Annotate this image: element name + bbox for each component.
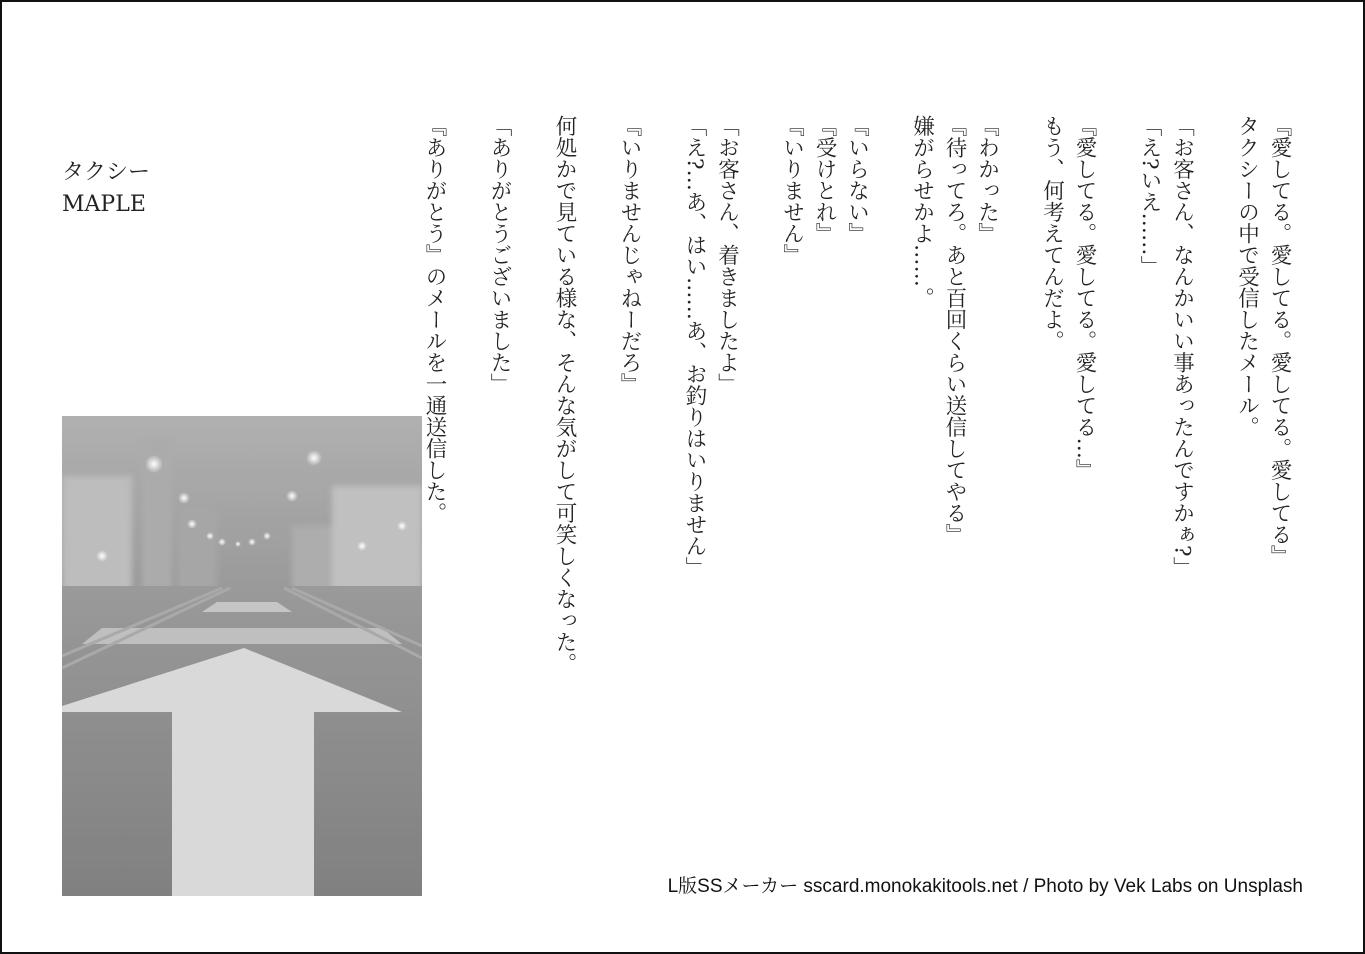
story-line: 嫌がらせかよ……。 xyxy=(909,115,935,309)
story-line: 『いりませんじゃねーだろ』 xyxy=(617,115,642,395)
story-line: 『受けとれ』 xyxy=(812,115,837,244)
story-line: 「ありがとうございました」 xyxy=(487,115,512,395)
story-title: タクシー xyxy=(62,160,151,185)
story-line: 『愛してる。愛してる。愛してる。愛してる』 xyxy=(1267,115,1292,567)
paragraph-gap xyxy=(1100,115,1133,715)
story-line: 『いりません』 xyxy=(779,115,805,266)
story-line: 『待ってろ。あと百回くらい送信してやる』 xyxy=(942,115,967,545)
story-line: 『わかった』 xyxy=(974,115,1000,244)
story-line: 「お客さん、なんかいい事あったんですかぁ?」 xyxy=(1169,115,1195,579)
story-line: タクシーの中で受信したメール。 xyxy=(1234,115,1260,438)
paragraph-gap xyxy=(450,115,483,715)
story-line: 何処かで見ている様な、そんな気がして可笑しくなった。 xyxy=(552,115,577,674)
title-block xyxy=(62,157,150,221)
story-line: 「お客さん、着きましたよ」 xyxy=(714,115,740,395)
paragraph-gap xyxy=(743,115,776,715)
story-line: 「え?いえ……」 xyxy=(1137,115,1162,278)
story-line: 「え?…あ、はい……あ、お釣りはいりません」 xyxy=(682,115,707,579)
paragraph-gap xyxy=(1198,115,1231,715)
paragraph-gap xyxy=(580,115,613,715)
story-line: もう、何考えてんだよ。 xyxy=(1039,115,1065,352)
cover-photo xyxy=(62,416,422,896)
story-line: 『いらない』 xyxy=(844,115,870,244)
story-line: 『愛してる。愛してる。愛してる…』 xyxy=(1072,115,1097,481)
credit-line: L版SSメーカー sscard.monokakitools.net / Photo by Vek Labs on Unsplash xyxy=(667,876,1303,897)
story-body xyxy=(418,115,1296,715)
paragraph-gap xyxy=(645,115,678,715)
author-name: MAPLE xyxy=(62,192,146,217)
story-line: 『ありがとう』のメールを一通送信した。 xyxy=(422,115,447,524)
paragraph-gap xyxy=(873,115,906,715)
night-street-arrow-icon xyxy=(62,416,422,896)
paragraph-gap xyxy=(1003,115,1036,715)
paragraph-gap xyxy=(515,115,548,715)
